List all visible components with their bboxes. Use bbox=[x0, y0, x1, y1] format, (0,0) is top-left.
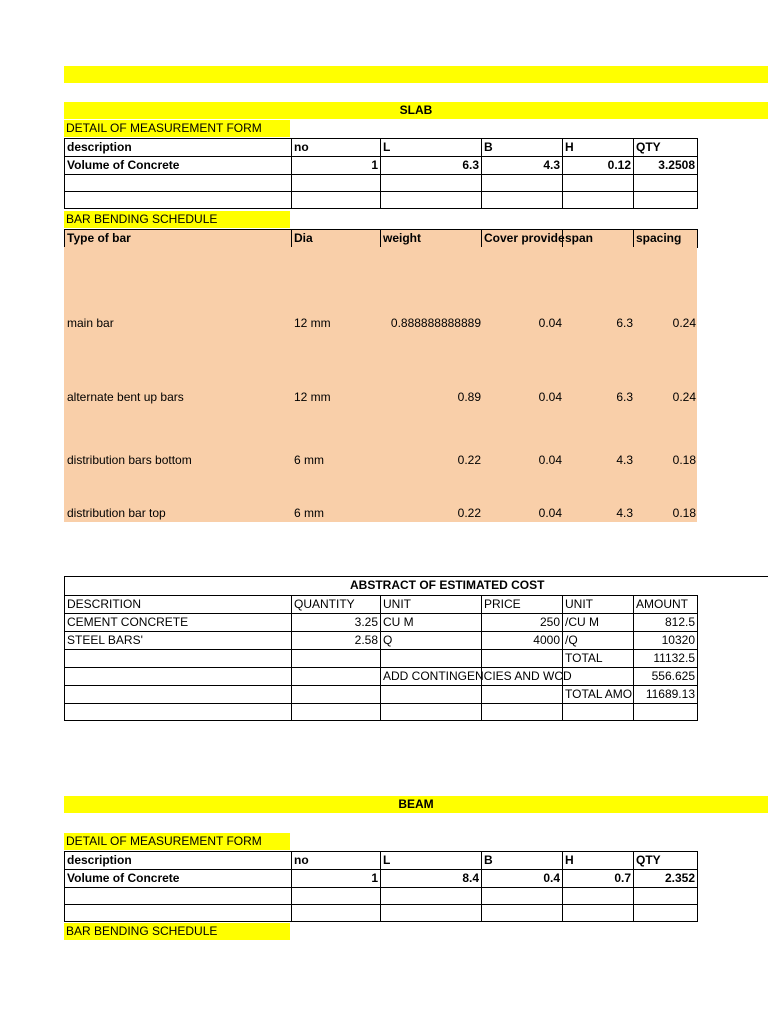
header-cell: B bbox=[482, 852, 563, 870]
table-row bbox=[65, 175, 698, 192]
bbs-type-cell: distribution bar top bbox=[67, 506, 166, 520]
header-cell: H bbox=[563, 852, 634, 870]
table-cell: 4000 bbox=[482, 632, 563, 650]
table-cell bbox=[65, 888, 292, 905]
bbs-cover-cell: 0.04 bbox=[538, 506, 562, 520]
table-cell bbox=[292, 175, 381, 192]
table-cell: 1 bbox=[292, 870, 381, 888]
header-cell: Dia bbox=[292, 230, 381, 248]
bbs-spacing-cell: 0.18 bbox=[672, 453, 696, 467]
bbs-spacing-cell: 0.18 bbox=[672, 506, 696, 520]
table-row bbox=[65, 614, 698, 632]
beam-title: BEAM bbox=[64, 796, 768, 813]
table-cell: TOTAL AMO bbox=[563, 686, 634, 704]
table-cell bbox=[563, 704, 634, 721]
table-cell bbox=[482, 905, 563, 922]
table-cell: 2.58 bbox=[292, 632, 381, 650]
table-cell bbox=[381, 686, 482, 704]
bbs-weight-cell: 0.22 bbox=[457, 453, 481, 467]
header-cell: L bbox=[381, 139, 482, 157]
header-cell: description bbox=[65, 139, 292, 157]
header-cell: DESCRITION bbox=[65, 596, 292, 614]
header-cell: AMOUNT bbox=[634, 596, 698, 614]
table-cell bbox=[65, 650, 292, 668]
table-cell: Volume of Concrete bbox=[65, 870, 292, 888]
table-cell: 10320 bbox=[634, 632, 698, 650]
header-cell: PRICE bbox=[482, 596, 563, 614]
table-cell bbox=[65, 175, 292, 192]
bbs-weight-cell: 0.22 bbox=[457, 506, 481, 520]
bbs-dia-cell: 6 mm bbox=[294, 453, 324, 467]
table-cell bbox=[381, 704, 482, 721]
header-cell: UNIT bbox=[381, 596, 482, 614]
table-cell: 556.625 bbox=[634, 668, 698, 686]
bbs-cover-cell: 0.04 bbox=[538, 316, 562, 330]
table-cell bbox=[292, 192, 381, 209]
table-cell: Volume of Concrete bbox=[65, 157, 292, 175]
table-header-row bbox=[65, 852, 698, 870]
table-cell bbox=[482, 686, 563, 704]
table-header-row bbox=[65, 596, 698, 614]
table-cell: CU M bbox=[381, 614, 482, 632]
table-cell: 11689.13 bbox=[634, 686, 698, 704]
table-cell: STEEL BARS' bbox=[65, 632, 292, 650]
table-header-row bbox=[65, 139, 698, 157]
beam-measurement-table bbox=[64, 851, 698, 922]
table-cell bbox=[292, 650, 381, 668]
slab-dmf-label: DETAIL OF MEASUREMENT FORM bbox=[64, 120, 290, 137]
bbs-span-cell: 6.3 bbox=[616, 316, 633, 330]
slab-bbs-header bbox=[64, 229, 698, 248]
header-cell: no bbox=[292, 852, 381, 870]
beam-bbs-label: BAR BENDING SCHEDULE bbox=[64, 923, 290, 940]
table-cell bbox=[292, 686, 381, 704]
bbs-spacing-cell: 0.24 bbox=[672, 316, 696, 330]
table-cell bbox=[634, 192, 698, 209]
header-cell: QTY bbox=[634, 139, 698, 157]
table-cell bbox=[634, 888, 698, 905]
header-cell: weight bbox=[381, 230, 482, 248]
top-highlight-band bbox=[64, 66, 768, 83]
table-cell bbox=[563, 175, 634, 192]
table-row bbox=[65, 888, 698, 905]
bbs-type-cell: main bar bbox=[67, 316, 114, 330]
bbs-spacing-cell: 0.24 bbox=[672, 390, 696, 404]
header-cell: Cover provide bbox=[482, 230, 563, 248]
table-cell: CEMENT CONCRETE bbox=[65, 614, 292, 632]
table-cell: 0.4 bbox=[482, 870, 563, 888]
table-cell bbox=[482, 650, 563, 668]
bbs-type-cell: distribution bars bottom bbox=[67, 453, 192, 467]
table-cell: 0.12 bbox=[563, 157, 634, 175]
table-cell: /CU M bbox=[563, 614, 634, 632]
bbs-span-cell: 4.3 bbox=[616, 453, 633, 467]
slab-title: SLAB bbox=[64, 102, 768, 119]
table-cell bbox=[634, 905, 698, 922]
contingencies-label: ADD CONTINGENCIES AND WCD bbox=[383, 669, 572, 683]
table-cell bbox=[381, 668, 572, 686]
header-cell: no bbox=[292, 139, 381, 157]
table-cell: 1 bbox=[292, 157, 381, 175]
table-cell: 0.7 bbox=[563, 870, 634, 888]
table-cell bbox=[381, 650, 482, 668]
table-cell: 250 bbox=[482, 614, 563, 632]
table-cell bbox=[381, 888, 482, 905]
table-cell bbox=[65, 686, 292, 704]
bbs-cover-cell: 0.04 bbox=[538, 390, 562, 404]
header-cell: QUANTITY bbox=[292, 596, 381, 614]
table-cell bbox=[292, 704, 381, 721]
table-row bbox=[65, 870, 698, 888]
table-cell: 3.2508 bbox=[634, 157, 698, 175]
table-cell: 4.3 bbox=[482, 157, 563, 175]
header-cell: UNIT bbox=[563, 596, 634, 614]
table-cell bbox=[65, 704, 292, 721]
table-cell bbox=[563, 668, 634, 686]
bbs-span-cell: 6.3 bbox=[616, 390, 633, 404]
table-cell bbox=[381, 175, 482, 192]
table-cell: Q bbox=[381, 632, 482, 650]
table-cell: 812.5 bbox=[634, 614, 698, 632]
table-cell bbox=[563, 192, 634, 209]
header-cell: spacing bbox=[634, 230, 698, 248]
table-cell bbox=[482, 888, 563, 905]
header-cell: H bbox=[563, 139, 634, 157]
table-cell bbox=[65, 192, 292, 209]
table-cell bbox=[563, 888, 634, 905]
table-cell: 2.352 bbox=[634, 870, 698, 888]
table-cell bbox=[482, 175, 563, 192]
table-cell: 8.4 bbox=[381, 870, 482, 888]
slab-measurement-table bbox=[64, 138, 698, 209]
table-cell: 3.25 bbox=[292, 614, 381, 632]
table-cell bbox=[563, 905, 634, 922]
bbs-dia-cell: 12 mm bbox=[294, 316, 331, 330]
abstract-title: ABSTRACT OF ESTIMATED COST bbox=[350, 578, 545, 592]
header-cell: description bbox=[65, 852, 292, 870]
table-row bbox=[65, 650, 698, 668]
table-row bbox=[65, 668, 698, 686]
bbs-weight-cell: 0.888888888889 bbox=[390, 316, 481, 330]
bbs-dia-cell: 6 mm bbox=[294, 506, 324, 520]
bbs-type-cell: alternate bent up bars bbox=[67, 390, 184, 404]
table-cell bbox=[65, 668, 292, 686]
table-cell bbox=[634, 704, 698, 721]
table-cell bbox=[381, 192, 482, 209]
table-cell bbox=[292, 905, 381, 922]
header-cell: B bbox=[482, 139, 563, 157]
table-row bbox=[65, 192, 698, 209]
table-cell bbox=[634, 175, 698, 192]
slab-bbs-label: BAR BENDING SCHEDULE bbox=[64, 211, 290, 228]
table-cell bbox=[482, 704, 563, 721]
bbs-weight-cell: 0.89 bbox=[457, 390, 481, 404]
table-cell bbox=[381, 905, 482, 922]
table-row bbox=[65, 157, 698, 175]
table-row bbox=[65, 905, 698, 922]
abstract-table bbox=[64, 595, 698, 721]
table-cell bbox=[292, 668, 381, 686]
table-cell: 11132.5 bbox=[634, 650, 698, 668]
table-row bbox=[65, 704, 698, 721]
header-cell: QTY bbox=[634, 852, 698, 870]
slab-bbs-body bbox=[64, 247, 697, 522]
bbs-span-cell: 4.3 bbox=[616, 506, 633, 520]
bbs-dia-cell: 12 mm bbox=[294, 390, 331, 404]
table-cell bbox=[482, 192, 563, 209]
header-cell: Type of bar bbox=[65, 230, 292, 248]
header-cell: L bbox=[381, 852, 482, 870]
table-header-row bbox=[65, 230, 698, 248]
beam-dmf-label: DETAIL OF MEASUREMENT FORM bbox=[64, 833, 290, 850]
table-row bbox=[65, 632, 698, 650]
bbs-cover-cell: 0.04 bbox=[538, 453, 562, 467]
table-cell: TOTAL bbox=[563, 650, 634, 668]
header-cell: span bbox=[563, 230, 634, 248]
table-cell bbox=[65, 905, 292, 922]
table-cell bbox=[292, 888, 381, 905]
table-row bbox=[65, 686, 698, 704]
table-cell: /Q bbox=[563, 632, 634, 650]
table-cell: 6.3 bbox=[381, 157, 482, 175]
